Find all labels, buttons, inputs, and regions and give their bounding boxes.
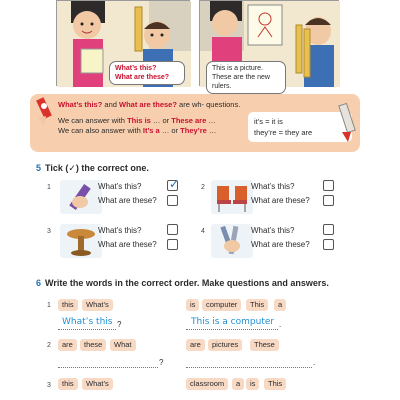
contraction-theyre: they’re = they are bbox=[254, 128, 313, 137]
exercise-title: Write the words in the correct order. Make questions and answers. bbox=[45, 278, 329, 288]
item-number: 3 bbox=[47, 382, 51, 389]
word-tile[interactable]: classroom bbox=[186, 378, 228, 390]
word-tile[interactable]: a bbox=[232, 378, 244, 390]
word-tile[interactable]: pictures bbox=[208, 339, 242, 351]
text-segment: … bbox=[206, 116, 216, 125]
word-tile[interactable]: is bbox=[246, 378, 259, 390]
option-what-are-these: What are these? bbox=[98, 196, 157, 205]
word-tile[interactable]: is bbox=[186, 299, 199, 311]
item-number: 4 bbox=[201, 228, 205, 235]
text-segment: … or bbox=[150, 116, 172, 125]
item-number: 2 bbox=[201, 184, 205, 191]
item-number: 3 bbox=[47, 228, 51, 235]
text-segment: … or bbox=[159, 126, 181, 135]
contraction-its: it’s = it is bbox=[254, 117, 283, 126]
pencil-character-icon bbox=[338, 104, 356, 144]
text-segment: We can also answer with bbox=[58, 126, 143, 135]
option-whats-this: What’s this? bbox=[251, 226, 295, 235]
contractions-note bbox=[248, 112, 352, 142]
chairs-icon bbox=[211, 180, 253, 214]
word-tile[interactable]: This bbox=[264, 378, 286, 390]
answer-line[interactable] bbox=[58, 329, 116, 330]
speech-bubble-right bbox=[206, 61, 286, 94]
word-tile[interactable]: are bbox=[58, 339, 77, 351]
text-segment: … bbox=[206, 126, 217, 135]
word-tile[interactable]: are bbox=[186, 339, 205, 351]
word-tile[interactable]: What’s bbox=[82, 378, 113, 390]
item-number: 1 bbox=[47, 302, 51, 309]
question-mark: ? bbox=[117, 320, 122, 329]
word-tile[interactable]: these bbox=[80, 339, 106, 351]
exercise-number: 5 bbox=[36, 163, 42, 173]
highlighted-phrase: It’s a bbox=[142, 126, 160, 135]
item-number: 2 bbox=[47, 342, 51, 349]
exercise-5-heading bbox=[36, 163, 149, 174]
highlighted-phrase: They’re bbox=[180, 126, 207, 135]
exercise-title: Tick (✓) the correct one. bbox=[45, 163, 149, 173]
checkbox-item1-these[interactable] bbox=[167, 195, 178, 206]
word-tile[interactable]: this bbox=[58, 299, 78, 311]
highlighted-phrase: What are these? bbox=[119, 100, 177, 109]
question-mark: ? bbox=[159, 358, 164, 367]
text-segment: We can answer with bbox=[58, 116, 128, 125]
tick-mark: ✓ bbox=[169, 177, 180, 191]
word-tile[interactable]: What bbox=[110, 339, 136, 351]
text-segment: and bbox=[102, 100, 119, 109]
comic-panel-left bbox=[56, 0, 190, 86]
checkbox-item4-these[interactable] bbox=[323, 239, 334, 250]
option-whats-this: What’s this? bbox=[251, 182, 295, 191]
grammar-line-2 bbox=[58, 116, 216, 125]
option-whats-this: What’s this? bbox=[98, 182, 142, 191]
bubble-line: These are the new rulers. bbox=[212, 74, 270, 90]
crayon-icon bbox=[60, 180, 102, 214]
exercise-6-heading bbox=[36, 278, 329, 288]
pencil-mascot-icon bbox=[32, 96, 56, 126]
option-what-are-these: What are these? bbox=[251, 196, 310, 205]
grammar-box bbox=[30, 94, 360, 152]
answer-line[interactable] bbox=[186, 329, 278, 330]
highlighted-phrase: These are bbox=[171, 116, 207, 125]
checkbox-item2-this[interactable] bbox=[323, 180, 334, 191]
pencils-icon bbox=[211, 224, 253, 258]
checkbox-item2-these[interactable] bbox=[323, 195, 334, 206]
grammar-line-1 bbox=[58, 100, 240, 109]
word-tile[interactable]: this bbox=[58, 378, 78, 390]
answer-text: What’s this bbox=[62, 317, 113, 327]
checkbox-item3-these[interactable] bbox=[167, 239, 178, 250]
answer-line[interactable] bbox=[186, 367, 312, 368]
answer-text: This is a computer bbox=[191, 317, 275, 327]
option-what-are-these: What are these? bbox=[98, 240, 157, 249]
answer-line[interactable] bbox=[58, 367, 158, 368]
full-stop: . bbox=[313, 358, 316, 367]
checkbox-item3-this[interactable] bbox=[167, 224, 178, 235]
word-tile[interactable]: These bbox=[250, 339, 279, 351]
word-tile[interactable]: What’s bbox=[82, 299, 113, 311]
option-whats-this: What’s this? bbox=[98, 226, 142, 235]
word-tile[interactable]: This bbox=[246, 299, 268, 311]
checkbox-item1-this[interactable] bbox=[167, 177, 180, 191]
grammar-line-3 bbox=[58, 126, 216, 135]
text-segment: are wh- questions. bbox=[176, 100, 241, 109]
highlighted-phrase: What’s this? bbox=[58, 100, 103, 109]
word-tile[interactable]: a bbox=[274, 299, 286, 311]
comic-panel-right bbox=[199, 0, 339, 90]
highlighted-phrase: This is bbox=[127, 116, 151, 125]
item-number: 1 bbox=[47, 184, 51, 191]
option-what-are-these: What are these? bbox=[251, 240, 310, 249]
table-icon bbox=[60, 224, 102, 258]
checkbox-item4-this[interactable] bbox=[323, 224, 334, 235]
bubble-line: This is a picture. bbox=[212, 65, 263, 72]
full-stop: . bbox=[279, 320, 282, 329]
bubble-line: What’s this? bbox=[115, 65, 157, 72]
speech-bubble-left bbox=[109, 61, 185, 85]
word-tile[interactable]: computer bbox=[202, 299, 241, 311]
exercise-number: 6 bbox=[36, 278, 42, 288]
bubble-line: What are these? bbox=[115, 74, 170, 81]
